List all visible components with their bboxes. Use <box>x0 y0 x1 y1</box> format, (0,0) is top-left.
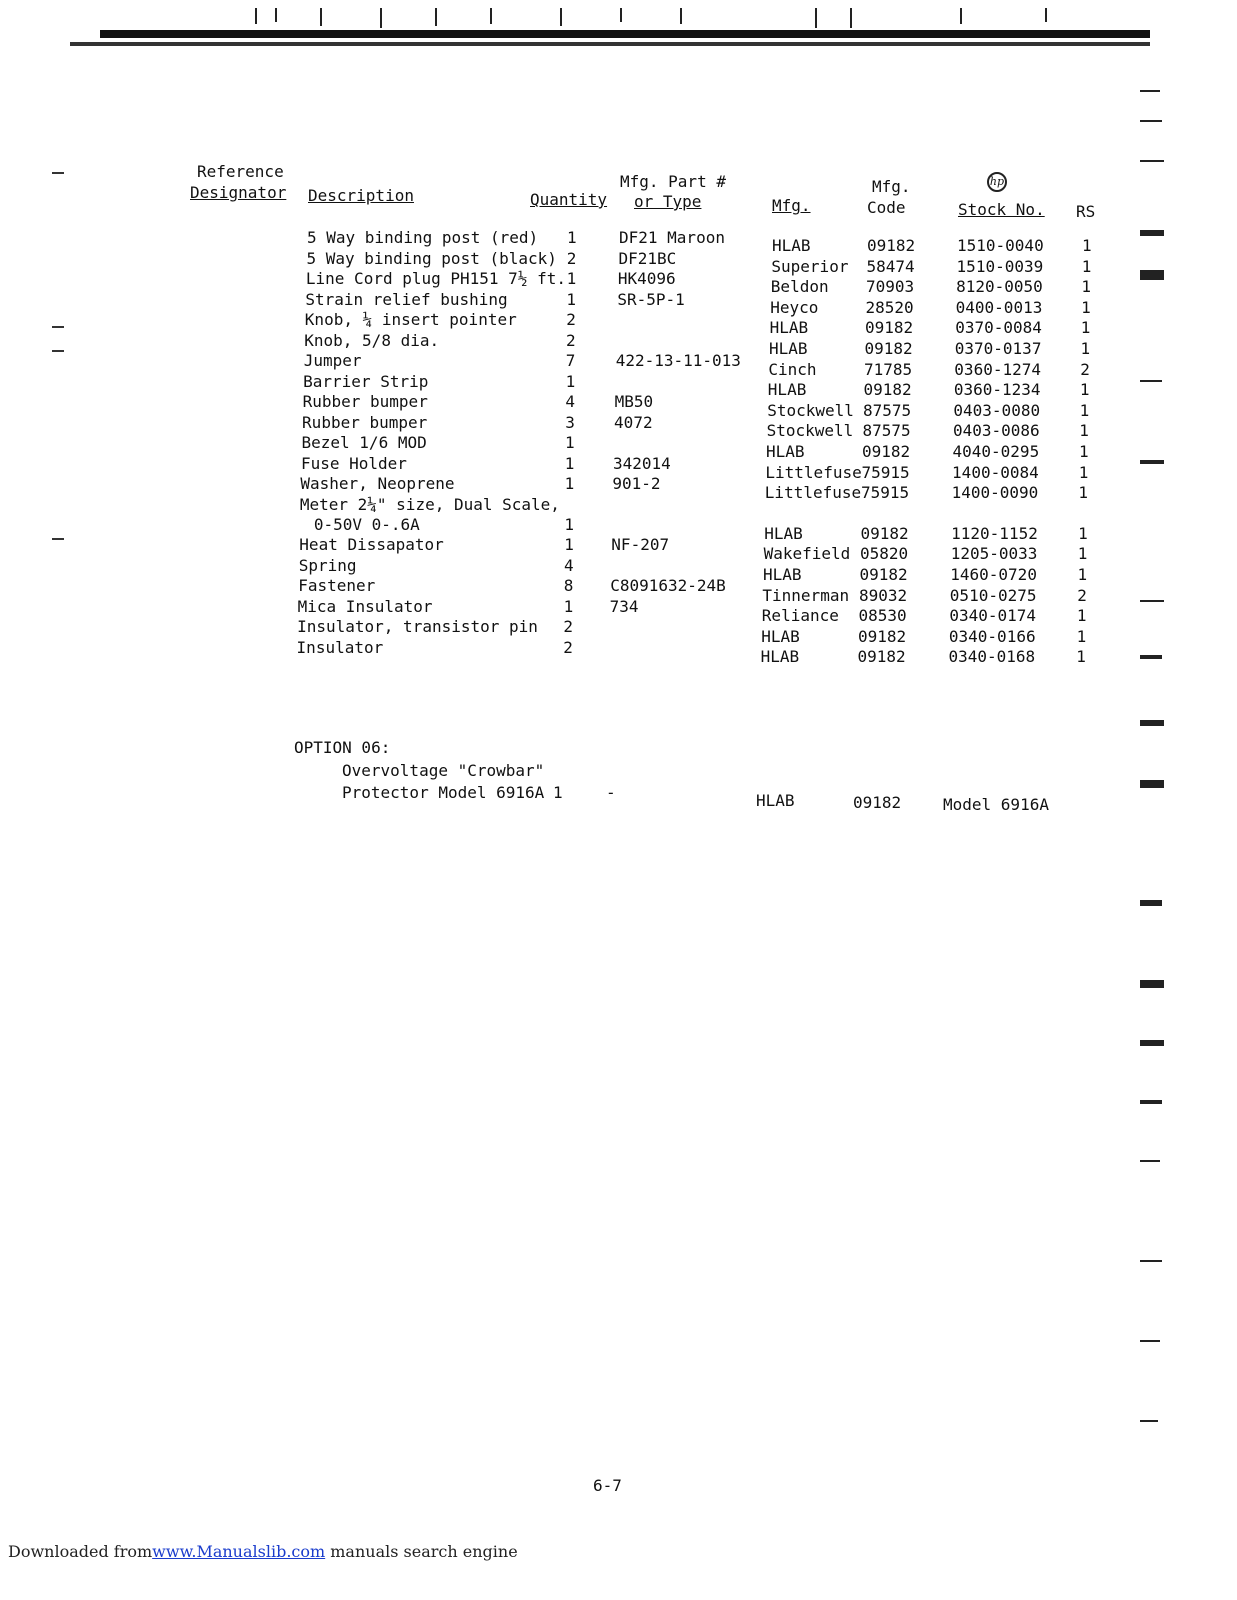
header-or-type: or Type <box>634 192 702 211</box>
row-stock: 0340-0166 <box>948 626 1036 646</box>
row-stock: 0370-0084 <box>955 318 1042 338</box>
row-description: Jumper <box>303 351 362 370</box>
row-rs: 1 <box>1078 462 1089 482</box>
header-reference: Reference <box>197 162 284 181</box>
row-quantity: 3 <box>565 412 575 432</box>
row-mfg: HLAB <box>760 647 800 667</box>
row-quantity: 1 <box>565 371 576 391</box>
option-code: 09182 <box>853 793 902 812</box>
row-quantity: 2 <box>563 617 574 636</box>
row-part: C8091632-24B <box>610 576 726 595</box>
margin-mark <box>52 326 64 328</box>
row-quantity: 1 <box>564 453 575 473</box>
row-mfg: Cinch <box>768 359 817 379</box>
header-designator: Designator <box>190 183 287 202</box>
footer <box>8 1542 518 1561</box>
row-stock: 1510-0040 <box>957 236 1044 255</box>
option-title: OPTION 06: <box>294 738 391 757</box>
row-quantity: 2 <box>566 248 577 268</box>
row-quantity: 1 <box>567 228 577 247</box>
margin-mark <box>52 350 64 352</box>
row-mfg: HLAB <box>769 339 808 358</box>
row-part: NF-207 <box>611 535 670 554</box>
option-mfg: HLAB <box>756 791 795 810</box>
header-rs: RS <box>1076 202 1096 221</box>
row-code: 87575 <box>862 421 911 441</box>
row-mfg: Reliance <box>761 606 839 626</box>
row-description: Knob, 5/8 dia. <box>304 330 440 350</box>
row-part: 4072 <box>614 412 653 432</box>
row-description: Heat Dissapator <box>299 535 444 554</box>
row-code: 09182 <box>859 565 908 584</box>
row-rs: 1 <box>1076 606 1087 626</box>
margin-mark <box>52 172 64 174</box>
row-code: 75915 <box>861 483 910 503</box>
row-rs: 1 <box>1077 544 1088 564</box>
header-code: Code <box>867 198 906 217</box>
row-stock: 1400-0090 <box>951 483 1039 503</box>
row-mfg: Beldon <box>770 277 829 297</box>
row-code: 75915 <box>861 462 910 482</box>
footer-link[interactable]: www.Manualslib.com <box>152 1542 326 1561</box>
row-quantity: 2 <box>566 330 576 350</box>
row-stock: 1460-0720 <box>950 565 1037 584</box>
row-rs: 1 <box>1076 647 1086 667</box>
row-code: 09182 <box>862 442 911 461</box>
row-description: 5 Way binding post (black) <box>306 248 557 268</box>
row-stock: 0403-0086 <box>952 421 1040 441</box>
footer-suffix: manuals search engine <box>325 1542 518 1561</box>
row-mfg: HLAB <box>763 565 802 584</box>
row-code: 09182 <box>864 339 913 358</box>
row-code: 71785 <box>864 359 913 379</box>
row-mfg: Littlefuse <box>765 462 862 482</box>
row-code: 87575 <box>863 400 912 420</box>
row-part: DF21 Maroon <box>619 228 725 247</box>
header-description: Description <box>308 186 414 205</box>
row-code: 09182 <box>860 523 909 543</box>
page-number: 6-7 <box>593 1476 622 1495</box>
row-part: DF21BC <box>618 248 677 268</box>
row-stock: 1400-0084 <box>952 462 1039 482</box>
row-code: 09182 <box>863 380 912 400</box>
row-description: Fastener <box>298 576 376 595</box>
row-part: 734 <box>609 596 639 616</box>
row-rs: 2 <box>1080 359 1090 379</box>
row-rs: 2 <box>1077 585 1087 605</box>
row-description-cont: 0-50V 0-.6A <box>313 514 420 534</box>
row-rs: 1 <box>1076 626 1087 646</box>
row-mfg: Littlefuse <box>764 483 862 503</box>
row-code: 70903 <box>866 277 915 297</box>
row-mfg: Heyco <box>770 297 819 317</box>
option-desc-line2: Protector Model 6916A <box>342 783 545 802</box>
row-quantity: 1 <box>566 269 577 288</box>
row-stock: 0360-1234 <box>953 380 1041 400</box>
row-mfg: Wakefield <box>763 544 851 564</box>
row-description: Meter 2¼" size, Dual Scale, <box>299 494 560 514</box>
row-quantity: 2 <box>563 637 573 657</box>
row-stock: 1205-0033 <box>950 544 1038 564</box>
row-stock: 4040-0295 <box>952 442 1040 461</box>
row-rs: 1 <box>1081 256 1092 276</box>
row-rs: 1 <box>1079 400 1090 420</box>
row-stock: 0400-0013 <box>955 297 1043 317</box>
row-quantity: 1 <box>565 433 575 452</box>
row-code: 58474 <box>866 256 915 276</box>
row-part: 342014 <box>612 453 671 473</box>
row-rs: 1 <box>1078 523 1088 543</box>
row-rs: 1 <box>1077 565 1088 584</box>
row-description: Mica Insulator <box>297 596 433 616</box>
row-part: 901-2 <box>612 474 661 493</box>
row-quantity: 2 <box>566 310 576 329</box>
row-stock: 0340-0168 <box>948 647 1036 667</box>
row-quantity: 4 <box>565 392 576 411</box>
row-rs: 1 <box>1079 421 1089 441</box>
option-stock: Model 6916A <box>943 795 1049 814</box>
row-description: Bezel 1/6 MOD <box>301 433 427 452</box>
option-quantity: 1 <box>553 783 563 802</box>
row-mfg: HLAB <box>769 318 809 338</box>
row-part: SR-5P-1 <box>617 289 685 309</box>
row-rs: 1 <box>1081 277 1092 297</box>
row-mfg: HLAB <box>764 523 803 543</box>
row-stock: 8120-0050 <box>956 277 1043 297</box>
row-stock: 0340-0174 <box>949 606 1037 626</box>
footer-prefix: Downloaded from <box>8 1542 153 1561</box>
row-mfg: Tinnerman <box>762 585 850 605</box>
row-quantity: 1 <box>564 514 575 534</box>
row-quantity: 1 <box>563 596 574 616</box>
row-rs: 1 <box>1079 442 1089 461</box>
row-code: 09182 <box>867 236 916 255</box>
row-rs: 1 <box>1078 483 1089 503</box>
row-rs: 1 <box>1082 236 1092 255</box>
row-code: 09182 <box>857 647 906 667</box>
option-part: - <box>606 783 616 802</box>
row-description: Insulator, transistor pin <box>297 617 538 636</box>
row-quantity: 1 <box>566 289 577 309</box>
row-rs: 1 <box>1081 297 1091 317</box>
row-mfg: HLAB <box>772 236 811 255</box>
scan-right-band <box>1140 80 1185 1480</box>
header-mfg-part: Mfg. Part # <box>620 172 726 191</box>
row-code: 89032 <box>859 585 908 605</box>
row-description: Rubber bumper <box>302 392 428 411</box>
row-quantity: 7 <box>565 351 576 370</box>
row-rs: 1 <box>1079 380 1090 400</box>
row-part: MB50 <box>614 392 654 411</box>
row-description: Barrier Strip <box>303 371 429 391</box>
row-stock: 1120-1152 <box>951 523 1038 543</box>
option-desc-line1: Overvoltage "Crowbar" <box>342 761 545 780</box>
row-description: Strain relief bushing <box>305 289 508 309</box>
header-mfg-code-top: Mfg. <box>872 177 911 196</box>
row-code: 09182 <box>865 318 914 338</box>
row-code: 08530 <box>858 606 907 626</box>
row-description: Rubber bumper <box>302 412 428 432</box>
header-quantity: Quantity <box>530 190 608 209</box>
row-description: Washer, Neoprene <box>300 474 455 493</box>
row-quantity: 1 <box>564 474 575 493</box>
row-stock: 0403-0080 <box>953 400 1041 420</box>
row-stock: 0510-0275 <box>949 585 1037 605</box>
row-mfg: HLAB <box>767 380 807 400</box>
row-rs: 1 <box>1080 318 1091 338</box>
row-mfg: Superior <box>771 256 849 276</box>
header-stock-no: Stock No. <box>958 200 1045 219</box>
row-quantity: 8 <box>563 576 574 595</box>
row-code: 05820 <box>860 544 909 564</box>
row-quantity: 4 <box>564 555 574 575</box>
row-description: Knob, ¼ insert pointer <box>304 310 517 329</box>
row-stock: 0360-1274 <box>954 359 1041 379</box>
scan-top-band <box>60 0 1150 70</box>
row-stock: 0370-0137 <box>954 339 1042 358</box>
header-mfg: Mfg. <box>772 196 811 215</box>
row-mfg: HLAB <box>761 626 800 646</box>
row-part: 422-13-11-013 <box>615 351 741 370</box>
row-description: 5 Way binding post (red) <box>307 228 539 247</box>
row-mfg: Stockwell <box>766 421 854 441</box>
row-part: HK4096 <box>617 269 676 288</box>
margin-mark <box>52 538 64 540</box>
row-mfg: Stockwell <box>767 400 854 420</box>
row-description: Line Cord plug PH151 7½ ft. <box>305 269 566 288</box>
row-mfg: HLAB <box>766 442 805 461</box>
row-stock: 1510-0039 <box>956 256 1044 276</box>
row-code: 09182 <box>858 626 907 646</box>
row-rs: 1 <box>1080 339 1091 358</box>
row-description: Spring <box>298 555 357 575</box>
row-quantity: 1 <box>564 535 574 554</box>
row-description: Insulator <box>296 637 384 657</box>
hp-logo-icon: hp <box>987 172 1007 192</box>
row-code: 28520 <box>865 297 914 317</box>
row-description: Fuse Holder <box>300 453 407 473</box>
